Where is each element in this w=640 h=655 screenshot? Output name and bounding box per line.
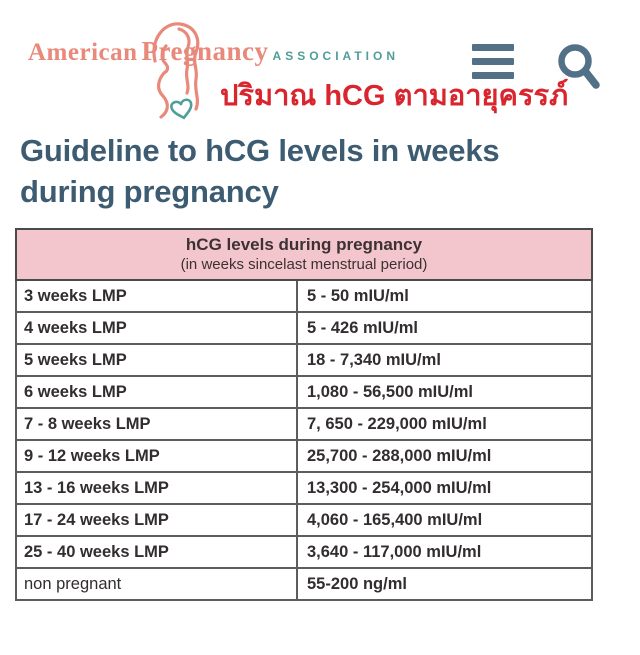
hcg-table xyxy=(15,228,593,601)
week-label-cell: 7 - 8 weeks LMP xyxy=(16,408,297,440)
table-row xyxy=(16,408,592,440)
week-label-cell: 17 - 24 weeks LMP xyxy=(16,504,297,536)
hcg-value-cell: 3,640 - 117,000 mIU/ml xyxy=(297,536,592,568)
week-label-cell: 9 - 12 weeks LMP xyxy=(16,440,297,472)
week-label-cell: 3 weeks LMP xyxy=(16,280,297,312)
table-row xyxy=(16,376,592,408)
caption-thai: ปริมาณ hCG ตามอายุครรภ์ xyxy=(220,80,569,112)
table-row xyxy=(16,472,592,504)
table-title: hCG levels during pregnancy xyxy=(185,235,423,254)
pregnant-woman-icon xyxy=(135,15,215,120)
hcg-value-cell: 18 - 7,340 mIU/ml xyxy=(297,344,592,376)
table-row xyxy=(16,536,592,568)
table-row xyxy=(16,312,592,344)
hcg-value-cell: 25,700 - 288,000 mIU/ml xyxy=(297,440,592,472)
page-title-line2: during pregnancy xyxy=(20,174,279,209)
hcg-value-cell: 5 - 50 mIU/ml xyxy=(297,280,592,312)
hcg-value-cell: 7, 650 - 229,000 mIU/ml xyxy=(297,408,592,440)
week-label-cell: 13 - 16 weeks LMP xyxy=(16,472,297,504)
hcg-value-cell: 4,060 - 165,400 mIU/ml xyxy=(297,504,592,536)
table-header-cell xyxy=(16,229,592,280)
table-subtitle: (in weeks sincelast menstrual period) xyxy=(180,256,428,273)
table-row xyxy=(16,568,592,600)
page-title xyxy=(20,130,620,212)
table-row xyxy=(16,344,592,376)
page-title-line1: Guideline to hCG levels in weeks xyxy=(20,133,500,168)
table-row xyxy=(16,280,592,312)
hcg-value-cell: 5 - 426 mIU/ml xyxy=(297,312,592,344)
logo-line-association: ASSOCIATION xyxy=(272,49,399,63)
table-header-row xyxy=(16,229,592,280)
hcg-value-cell: 55-200 ng/ml xyxy=(297,568,592,600)
week-label-cell: non pregnant xyxy=(16,568,297,600)
week-label-cell: 5 weeks LMP xyxy=(16,344,297,376)
table-row xyxy=(16,504,592,536)
hcg-value-cell: 1,080 - 56,500 mIU/ml xyxy=(297,376,592,408)
logo-line-pregnancy: Pregnancy xyxy=(141,36,269,66)
week-label-cell: 4 weeks LMP xyxy=(16,312,297,344)
logo-line-american: American xyxy=(28,39,138,66)
week-label-cell: 6 weeks LMP xyxy=(16,376,297,408)
week-label-cell: 25 - 40 weeks LMP xyxy=(16,536,297,568)
table-row xyxy=(16,440,592,472)
hcg-value-cell: 13,300 - 254,000 mIU/ml xyxy=(297,472,592,504)
